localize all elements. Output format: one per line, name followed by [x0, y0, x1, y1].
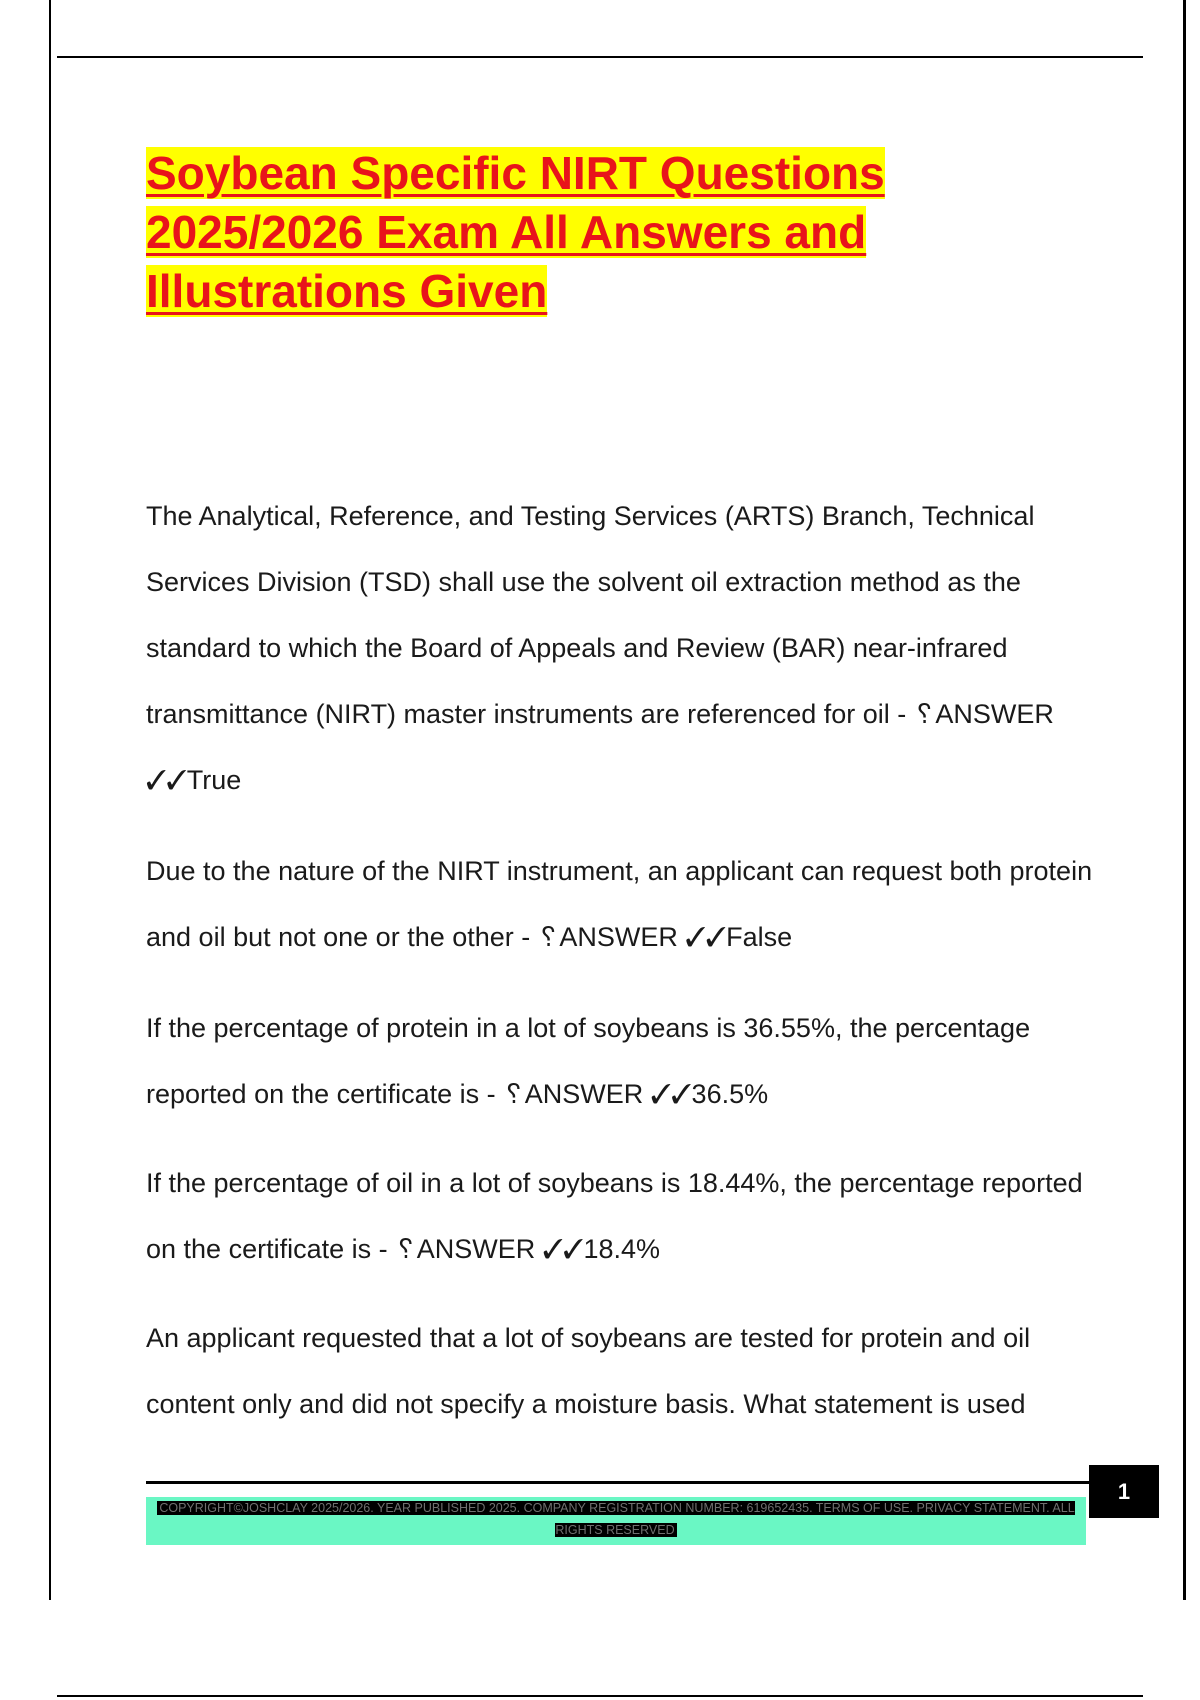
- footer-rule: [146, 1481, 1089, 1484]
- document-title-text: Soybean Specific NIRT Questions 2025/2026 Exam All Answers and Illustrations Given: [146, 147, 885, 317]
- bottom-rule: [57, 1695, 1143, 1697]
- copyright-text: COPYRIGHT©JOSHCLAY 2025/2026. YEAR PUBLISHED 2025. COMPANY REGISTRATION NUMBER: 619652435. TERMS OF USE. PRIVACY STATEMENT. ALL RIGHTS RESERVED: [159, 1501, 1075, 1537]
- question-item: The Analytical, Reference, and Testing Services (ARTS) Branch, Technical Services Division (TSD) shall use the solvent oil extraction method as the standard to which the Board of Appeals and Review (BAR) near-infrared transmittance (NIRT) master instruments are referenced for oil - ␦ANSWER ✓✓True: [146, 501, 1054, 795]
- document-title: [146, 144, 1046, 321]
- question-item: If the percentage of oil in a lot of soybeans is 18.44%, the percentage reported on the certificate is - ␦ANSWER ✓✓18.4%: [146, 1168, 1083, 1264]
- page-border-left: [49, 0, 51, 1600]
- page-number: 1: [1089, 1465, 1159, 1518]
- question-item: An applicant requested that a lot of soybeans are tested for protein and oil content only and did not specify a moisture basis. What statement is used: [146, 1323, 1031, 1419]
- copyright-footer: [146, 1497, 1086, 1545]
- question-item: Due to the nature of the NIRT instrument, an applicant can request both protein and oil but not one or the other - ␦ANSWER ✓✓False: [146, 856, 1093, 952]
- page-border-right: [1183, 0, 1186, 1600]
- header-rule: [57, 56, 1143, 58]
- question-item: If the percentage of protein in a lot of soybeans is 36.55%, the percentage reported on the certificate is - ␦ANSWER ✓✓36.5%: [146, 1013, 1031, 1109]
